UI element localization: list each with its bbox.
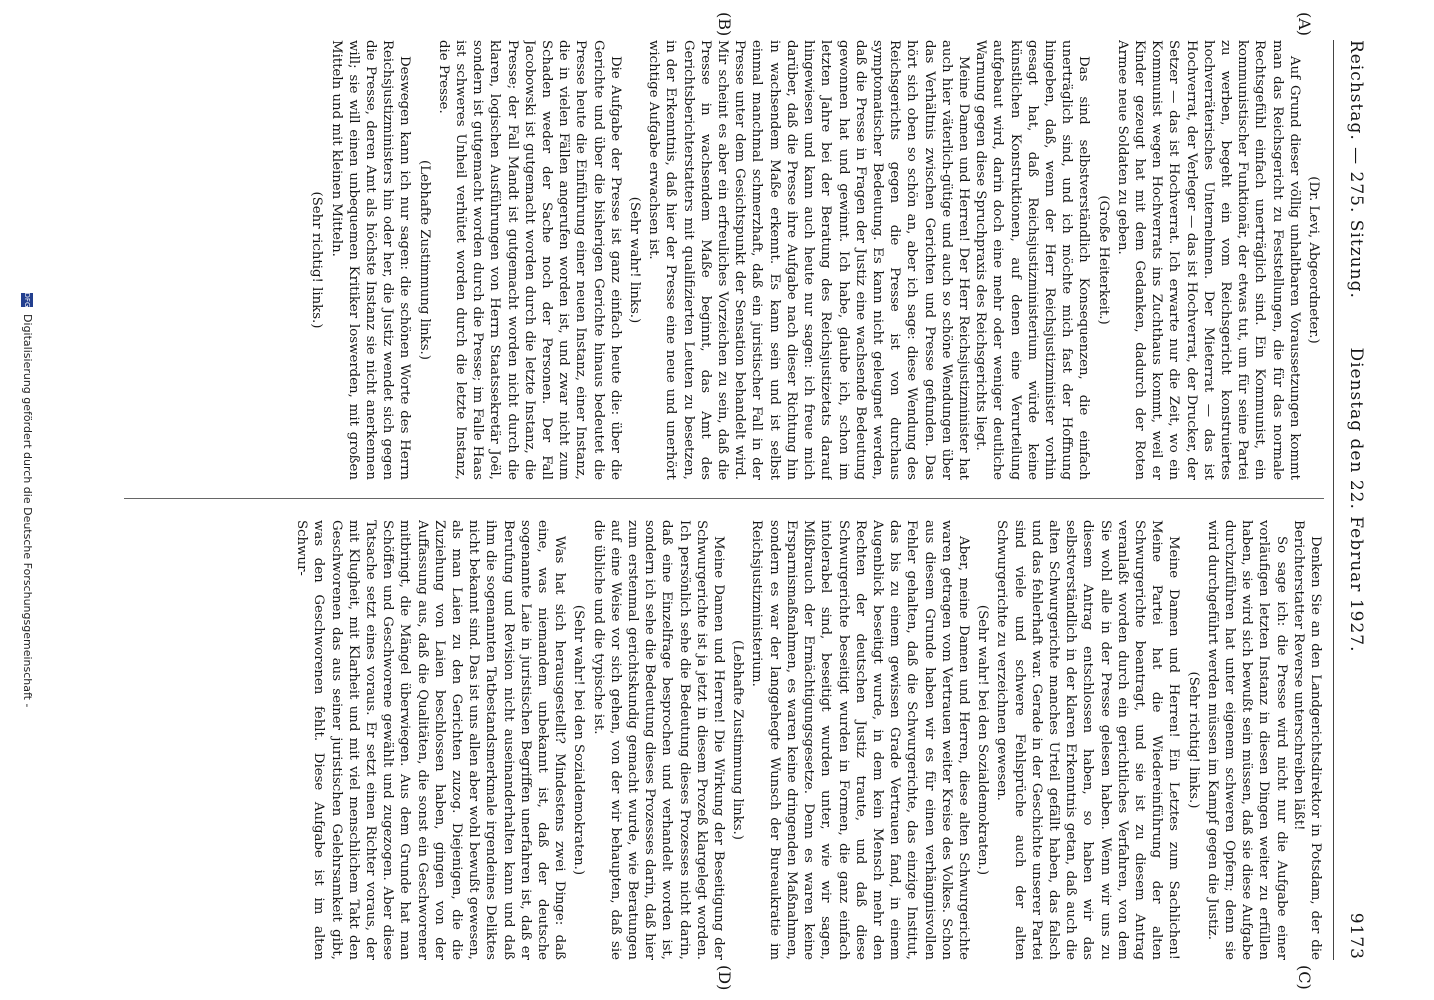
interjection: (Sehr wahr! links.) (627, 196, 643, 324)
column-right (124, 520, 1324, 960)
header-session: Reichstag. — 275. Sitzung. (1346, 40, 1366, 299)
dfg-logo-icon: DFG (23, 292, 31, 308)
funding-footer (21, 0, 34, 1000)
speaker-line: (Dr. Levi, Abgeordneter.) (1306, 176, 1321, 344)
header-page-number: 9173 (1346, 912, 1366, 960)
column-left (124, 40, 1324, 480)
paragraph: Meine Damen und Herren! Der Herr Reichsjustizminister hat auch hier väterlich-gütige und auch so schöne Wendungen über das Verhältnis zwischen Gerichten und Presse gefunden. Das hört sich oben so schön an, aber ich sage: diese Wendung des Reichsgerichts gegen die Presse ist von durchaus symptomatischer Bedeutung. Es kann nicht geleugnet werden, daß die Presse in Fragen der Justiz eine wachsende Bedeutung gewonnen hat und gewinnt. Ich habe, glaube ich, schon im letzten Jahre bei der Beratung des Reichsjustizetats darauf hingewiesen und kann auch heute nur sagen: ich freue mich darüber, daß die Presse ihre Aufgabe nach dieser Richtung hin in wachsendem Maße erkennt. Es kann sein und ist selbst einmal manchmal schmerzhaft, daß ein juristischer Fall in der Presse unter dem Gesichtspunkt der Sensation behandelt wird. Mir scheint es aber ein erfreuliches Vorzeichen zu sein, daß die Presse in wachsendem Maße beginnt, das Amt des Gerichtsberichterstatters mit qualifizierten Leuten zu besetzen, in der Erkenntnis, daß hier der Presse eine neue und unerhört wichtige Aufgabe erwachsen ist. (646, 40, 971, 480)
paragraph: Deswegen kann ich nur sagen: die schönen Worte des Herrn Reichsjustizministers hin oder her, die Justiz wendet sich gegen die Presse, deren Amt als höchste Instanz sie nicht anerkennen will; sie will einen unbequemen Kritiker loswerden, mit großen Mitteln und mit kleinen Mitteln. (328, 40, 413, 480)
interjection: (Sehr richtig! links.) (309, 191, 325, 329)
margin-mark-d: (D) (715, 965, 734, 991)
interjection: (Sehr wahr! bei den Sozialdemokraten.) (571, 604, 587, 876)
interjection: (Große Heiterkeit.) (1095, 195, 1111, 325)
paragraph: Meine Damen und Herren! Die Wirkung der Beseitigung der Schwurgerichte ist ja jetzt in diesem Prozeß klargelegt worden. Ich persönlich sehe die Bedeutung dieses Prozesses nicht darin, daß eine Einzelfrage besprochen und verhandelt worden ist, sondern ich sehe die Bedeutung dieses Prozesses darin, daß hier zum erstenmal gerichtskundig gemacht wurde, wie Beratungen auf eine Weise vor sich gehen, von der wir behaupten, daß sie die übliche und die typische ist. (590, 520, 727, 960)
interjection: (Lebhafte Zustimmung links.) (730, 640, 746, 840)
paragraph: Auf Grund dieser völlig unhaltbaren Voraussetzungen kommt man das Reichsgericht zu Feststellungen, die für das normale Rechtsgefühl einfach unerträglich sind. Ein Kommunist, ein kommunistischer Funktionär, der etwas tut, um für seine Partei zu werben, begeht ein vom Reichsgericht konstruiertes hochverräterisches Unternehmen. Der Mieterrat — das ist Hochverrat, der Verleger — das ist Hochverrat, der Drucker, der Setzer — das ist Hochverrat. Ich erwarte nur die Zeit, wo ein Kommunist wegen Hochverrats ins Zuchthaus kommt, weil er Kinder gezeugt hat mit dem Gedanken, dadurch der Roten Armee neue Soldaten zu geben. (1114, 40, 1302, 480)
page-header (1333, 40, 1374, 960)
paragraph: Denken Sie an den Landgerichtsdirektor in Potsdam, der die Berichterstatter Reverse unterschreiben läßt! (1290, 520, 1323, 960)
column-divider (124, 498, 1324, 499)
paragraph: Die Aufgabe der Presse ist ganz einfach heute die: über die Gerichte und über die bisherigen Gerichte hinaus bedeutet die Presse heute die Einführung einer neuen Instanz, einer Instanz, die in vielen Fällen angerufen worden ist, und zwar nicht zum Schaden weder der Sache noch der Personen. Der Fall Jacobowski ist gutgemacht worden durch die letzte Instanz, die Presse; der Fall Mandt ist gutgemacht worden nicht durch die klaren, logischen Ausführungen von Herrn Staatssekretär Joël, sondern ist gutgemacht worden durch die Presse; im Falle Haas ist schweres Unheil verhütet worden durch die letzte Instanz, die Presse. (435, 40, 623, 480)
interjection: (Sehr richtig! links.) (1185, 671, 1201, 809)
margin-mark-b: (B) (715, 12, 734, 37)
paragraph: Das sind selbstverständlich Konsequenzen, die einfach unerträglich sind, und ich möchte mich fast der Hoffnung hingeben, daß, wenn der Herr Reichsjustizminister vorhin gesagt hat, daß Reichsjustizministerium würde keine künstlichen Konstruktionen, auf denen eine Verurteilung aufgebaut wird, darin doch eine mehr oder weniger deutliche Warnung gegen diese Spruchpraxis des Reichsgerichts liegt. (973, 40, 1092, 480)
interjection: (Sehr wahr! bei den Sozialdemokraten.) (975, 604, 991, 876)
interjection: (Lebhafte Zustimmung links.) (416, 160, 432, 360)
funding-note: Digitalisierung gefördert durch die Deutsche Forschungsgemeinschaft - (21, 314, 34, 708)
margin-mark-c: (C) (1295, 965, 1314, 990)
paragraph: Was hat sich herausgestellt? Mindestens zwei Dinge: daß eine, was niemandem unbekannt ist, daß der deutsche sogenannte Laie in juristischen Begriffen unerfahren ist, daß er Berufung und Revision nicht auseinanderhalten kann und daß ihm die sogenannten Tatbestandsmerkmale irgendeines Deliktes nicht bekannt sind. Das ist uns allen aber wohl bewußt gewesen, als man Laien zu den Gerichten zuzog. Diejenigen, die die Zuziehung von Laien beschlossen haben, gingen von der Auffassung aus, daß die Qualitäten, die sonst ein Geschworener mitbringt, die Mängel überwiegen. Aus dem Grunde hat man Schöffen und Geschworene gewählt und zugezogen. Aber diese Tatsache setzt eines voraus. Er setzt einen Richter voraus, der mit Klugheit, mit Klarheit und mit viel menschlichem Takt den Geschworenen das aus seiner juristischen Gelehrsamkeit gibt, was den Geschworenen fehlt. Diese Aufgabe ist im alten Schwur- (294, 520, 568, 960)
paragraph: Aber, meine Damen und Herren, diese alten Schwurgerichte waren getragen vom Vertrauen weiter Kreise des Volkes. Schon aus diesem Grunde haben wir es für einen verhängnisvollen Fehler gehalten, daß die Schwurgerichte, das einzige Institut, das bis zu einem gewissen Grade Vertrauen fand, in einem Augenblick beseitigt wurde, in dem kein Mensch mehr den Rechten der deutschen Justiz traute, und daß diese Schwurgerichte beseitigt wurden in Formen, die ganz einfach intolerabel sind, beseitigt wurden unter, wie wir sagen, Mißbrauch der Ermächtigungsgesetze. Denn es waren keine Ersparnismaßnahmen, es waren keine dringenden Maßnahmen, sondern es war der langgehegte Wunsch der Bureaukratie im Reichsjustizministerium. (749, 520, 971, 960)
paragraph: Meine Damen und Herren! Ein Letztes zum Sachlichen! Meine Partei hat die Wiedereinführung der alten Schwurgerichte beantragt, und sie ist zu diesem Antrag veranlaßt worden durch ein gerichtliches Verfahren, von dem Sie wohl alle in der Presse gelesen haben. Wenn wir uns zu diesem Antrag entschlossen haben, so haben wir das selbstverständlich in der klaren Erkenntnis getan, daß auch die alten Schwurgerichte manches Urteil gefällt haben, das falsch und das fehlerhaft war. Gerade in der Geschichte unserer Partei sind viele und schwere Fehlsprüche auch der alten Schwurgerichte zu verzeichnen gewesen. (994, 520, 1182, 960)
paragraph: So sage ich: die Presse wird nicht nur die Aufgabe einer vorläufigen letzten Instanz in diesen Dingen weiter zu erfüllen haben, sie wird sich bewußt sein müssen, daß sie diese Aufgabe durchzuführen hat unter eigenem schweren Opfern; denn sie wird durchgeführt werden müssen im Kampf gegen die Justiz. (1204, 520, 1289, 960)
margin-mark-a: (A) (1295, 12, 1314, 37)
header-date: Dienstag den 22. Februar 1927. (1346, 347, 1366, 653)
